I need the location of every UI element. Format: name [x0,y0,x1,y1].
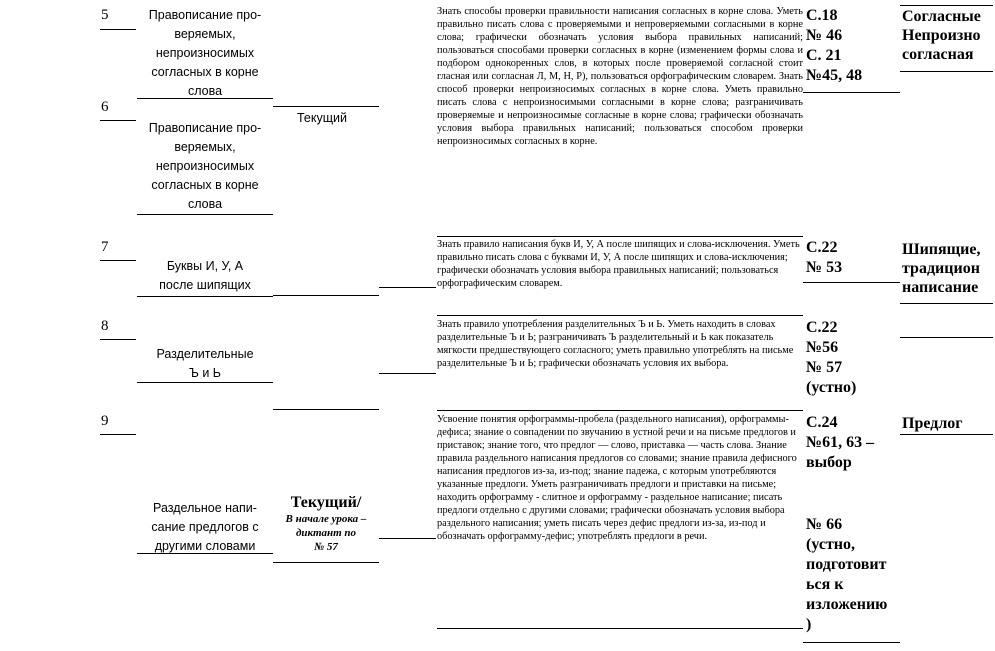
page-ref-line: №45, 48 [806,67,863,84]
topic-line: Ъ и Ь [188,366,222,380]
page-ref-cell [806,318,856,398]
rule [379,538,436,539]
topic-line: непроизносимых [155,159,255,173]
topic-line: веряемых, [174,27,236,41]
row-number: 5 [101,7,109,23]
topic-line: после шипящих [159,278,251,292]
page-ref-line: С.24 [806,414,838,431]
page-ref-line: ) [806,616,812,633]
rule [273,106,379,107]
row-number: 6 [101,99,109,115]
rule [137,214,273,215]
note-line: Согласные [902,8,981,25]
page-ref-cell [806,238,842,278]
rule [900,434,993,435]
topic-line: Разделительные [156,347,254,361]
rule [900,71,993,72]
requirement-text: Знать правило употребления разделительных Ъ и Ь. Уметь находить в словах разделительные Ъ и Ь; разграничивать Ъ разделительный и Ь как показатель мягкости предшествующего согласного; уметь правильно употреблять на письме разделительные Ъ и Ь; графически обозначать условия их выбора. [437,319,794,369]
lesson-type-cell [273,494,379,554]
page-ref-line: № 53 [806,259,843,276]
lesson-note-line: № 57 [314,541,338,553]
topic-line: слова [187,197,223,211]
rule [100,339,136,340]
rule [137,296,273,297]
page-ref-line: (устно, [806,536,856,553]
lesson-type: Текущий [297,111,347,125]
rule [803,92,900,93]
topic-line: веряемых, [174,140,236,154]
page-ref-line: № 66 [806,516,843,533]
lesson-note-line: В начале урока – [285,513,367,525]
rule [437,410,803,411]
topic-line: Раздельное напи- [153,501,257,515]
rule [379,287,436,288]
topic-line: Правописание про- [148,8,262,22]
lesson-note-line: диктант по [295,527,357,539]
note-line: Непроизно [902,27,981,44]
page-ref-line: изложению [806,596,888,613]
rule [900,5,993,6]
note-line: Предлог [902,415,963,432]
topic-cell [137,6,273,101]
page-ref-line: № 46 [806,27,843,44]
topic-line: другими словами [154,539,256,553]
note-cell [902,414,963,433]
rule [100,434,136,435]
rule [273,409,379,410]
topic-cell [137,345,273,383]
row-number: 8 [101,318,109,334]
rule [100,120,136,121]
row-number: 7 [101,239,109,255]
note-line: традицион [902,260,980,277]
page-ref-line: С.22 [806,319,838,336]
topic-line: Буквы И, У, А [166,259,244,273]
topic-cell [137,499,273,556]
rule [437,236,803,237]
rule [803,642,900,643]
topic-line: согласных в корне [151,65,259,79]
page-ref-cell [806,515,887,635]
page-ref-line: № 57 [806,359,843,376]
rule [100,260,136,261]
rule [100,29,136,30]
page-ref-line: С. 21 [806,47,842,64]
topic-line: слова [187,84,223,98]
rule [273,295,379,296]
topic-cell [137,119,273,214]
lesson-type: Текущий/ [290,494,362,511]
page-ref-line: (устно) [806,379,857,396]
rule [803,282,900,283]
note-line: Шипящие, [902,241,981,258]
page-ref-cell [806,6,862,86]
topic-cell [137,257,273,295]
row-number: 9 [101,413,109,429]
topic-line: Правописание про- [148,121,262,135]
requirement-text: Знать способы проверки правильности написания согласных в корне слова. Уметь правильно писать слова с проверяемыми и непроверяемыми согласными в корне слова; графически обозначать условия выбора правильных написаний; пользоваться способами проверки согласных в корне (изменением формы слова и подбором однокоренных слов, в которых после проверяемой согласной стоит гласная или согласная Л, М, Н, Р), пользоваться орфографическим словарем. Знать способ проверки непроизносимых согласных в корне слова. Уметь правильно писать слова с непроизносимыми согласными в корне слова; разграничивать проверяемые и непроизносимые согласные в корне слова; графически обозначать условия выбора правильных написаний; пользоваться способом проверки непроизносимых согласных в корне. [437,6,803,147]
page-ref-line: подготовит [806,556,887,573]
page-ref-line: выбор [806,454,852,471]
requirement-text: Знать правило написания букв И, У, А после шипящих и слова-исключения. Уметь правильно писать слова с буквами И, У, А после шипящих и слова-исключения; графически обозначать условия выбора правильных написаний; пользоваться орфографическим словарем. [437,239,800,289]
requirement-text: Усвоение понятия орфограммы-пробела (раздельного написания), орфограммы-дефиса; знание о совпадении по звучанию в устной речи и на письме предлогов и приставок; знание того, что предлог — слово, приставка — часть слова. Знание правила раздельного написания предлогов со словами; знание правила дефисного написания предлогов из-за, из-под; знание падежа, с которым употребляются указанные предлоги. Уметь разграничивать предлоги и приставки на письме; находить орфограмму - слитное и орфограмму - раздельное написание; писать предлоги отдельно с другими словами; графически обозначать условия выбора раздельного написания; уметь писать через дефис предлоги из-за, из-под и обозначать орфограмму-дефис; употреблять предлоги в речи. [437,414,797,542]
rule [273,562,379,563]
page-ref-line: №56 [806,339,839,356]
topic-line: согласных в корне [151,178,259,192]
topic-line: сание предлогов с [151,520,259,534]
rule [437,628,803,629]
note-cell [902,240,981,297]
rule [437,315,803,316]
page-ref-line: С.18 [806,7,838,24]
page-ref-line: №61, 63 – [806,434,875,451]
rule [379,373,436,374]
rule [900,303,993,304]
note-line: написание [902,279,979,296]
rule [900,337,993,338]
note-cell [902,7,981,64]
page-ref-cell [806,413,874,473]
page-ref-line: ься к [806,576,844,593]
topic-line: непроизносимых [155,46,255,60]
page-ref-line: С.22 [806,239,838,256]
note-line: согласная [902,46,974,63]
